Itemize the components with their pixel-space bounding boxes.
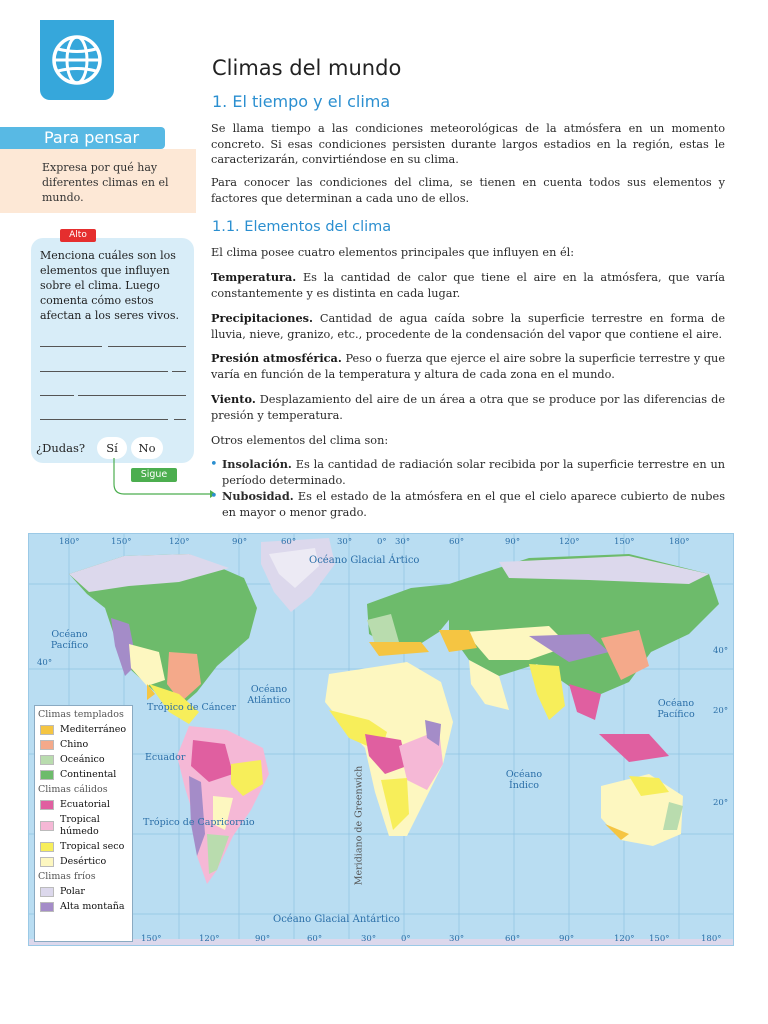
para-pensar-header	[0, 127, 165, 149]
legend-item-alta-montana	[40, 901, 129, 913]
paragraph-tiempo: Se llama tiempo a las condiciones meteorológicas de la atmósfera en un momento concreto. Si esas condiciones persisten durante largos estadios en la región, estas le caracterizarán, convirtiéndose en su clima.	[211, 122, 725, 166]
legend-item-ecuatorial	[40, 799, 129, 811]
item-precipitaciones	[211, 311, 725, 342]
map-legend	[34, 705, 133, 942]
legend-swatch	[40, 770, 54, 780]
term-presion: Presión atmosférica.	[211, 351, 342, 365]
bullet-insolacion	[210, 457, 725, 488]
paragraph-intro-elementos: El clima posee cuatro elementos principales que influyen en él:	[211, 246, 575, 259]
globe-icon	[51, 34, 103, 86]
degree-label: 180°	[669, 537, 690, 547]
degree-label: 90°	[232, 537, 248, 547]
page-title: Climas del mundo	[212, 56, 402, 80]
degree-label: 180°	[59, 537, 80, 547]
alto-prompt: Menciona cuáles son los elementos que influyen sobre el clima. Luego comenta cómo estos afectan a los seres vivos.	[40, 249, 179, 322]
legend-swatch	[40, 842, 54, 852]
degree-label: 120°	[614, 934, 635, 944]
answer-line[interactable]	[40, 346, 102, 347]
ocean-label-artico: Océano Glacial Ártico	[309, 555, 420, 566]
degree-label: 120°	[199, 934, 220, 944]
legend-item-tropical-humedo	[40, 814, 129, 838]
map-graphic	[29, 534, 734, 946]
def-presion: Peso o fuerza que ejerce el aire sobre la superficie terrestre y que varía en función de la temperatura y altura de cada zona en el mundo.	[211, 352, 726, 381]
legend-swatch	[40, 755, 54, 765]
degree-label: 120°	[169, 537, 190, 547]
bullet-nubosidad	[210, 489, 725, 520]
legend-swatch	[40, 857, 54, 867]
legend-group-frios: Climas fríos	[38, 871, 96, 882]
legend-item-mediterraneo	[40, 724, 129, 736]
para-pensar-title: Para pensar	[44, 128, 140, 147]
answer-line[interactable]	[172, 371, 186, 372]
greenwich-label: Meridiano de Greenwich	[353, 765, 365, 886]
term-nubosidad: Nubosidad.	[222, 489, 294, 503]
paragraph-condiciones: Para conocer las condiciones del clima, se tienen en cuenta todos sus elementos y factores que determinan a cada uno de ellos.	[211, 176, 725, 205]
legend-swatch	[40, 725, 54, 735]
answer-line[interactable]	[40, 419, 168, 420]
legend-label: Chino	[60, 739, 89, 750]
term-insolacion: Insolación.	[222, 457, 292, 471]
legend-swatch	[40, 740, 54, 750]
def-nubosidad: Es el estado de la atmósfera en el que el cielo aparece cubierto de nubes en mayor o menor grado.	[222, 490, 726, 519]
legend-swatch	[40, 800, 54, 810]
legend-swatch	[40, 821, 54, 831]
para-pensar-text: Expresa por qué hay diferentes climas en el mundo.	[42, 161, 169, 204]
latitude-label: 40°	[713, 646, 729, 656]
term-temperatura: Temperatura.	[211, 270, 297, 284]
degree-label: 90°	[255, 934, 271, 944]
legend-label: Continental	[60, 769, 117, 780]
degree-label: 30°	[361, 934, 377, 944]
degree-label: 150°	[111, 537, 132, 547]
degree-label: 150°	[614, 537, 635, 547]
def-viento: Desplazamiento del aire de un área a otra que se produce por las diferencias de presión y temperatura.	[211, 393, 725, 422]
globe-badge	[40, 20, 114, 100]
degree-label: 60°	[281, 537, 297, 547]
degree-label: 60°	[449, 537, 465, 547]
paragraph-otros: Otros elementos del clima son:	[211, 434, 389, 447]
tropic-cancer-label: Trópico de Cáncer	[147, 702, 237, 713]
legend-label: Alta montaña	[60, 901, 125, 912]
sigue-connector	[108, 458, 218, 508]
answer-line[interactable]	[40, 371, 168, 372]
term-precipitaciones: Precipitaciones.	[211, 311, 313, 325]
legend-swatch	[40, 902, 54, 912]
sigue-button[interactable]: Sigue	[131, 468, 177, 482]
no-button[interactable]: No	[131, 437, 163, 459]
legend-item-desertico	[40, 856, 129, 868]
dudas-label: ¿Dudas?	[36, 441, 86, 455]
latitude-label: 40°	[37, 658, 53, 668]
degree-label: 60°	[505, 934, 521, 944]
degree-label: 180°	[701, 934, 722, 944]
legend-label: Ecuatorial	[60, 799, 110, 810]
section-1-1-heading: 1.1. Elementos del clima	[212, 219, 392, 235]
answer-line[interactable]	[40, 395, 74, 396]
legend-item-oceanico	[40, 754, 129, 766]
degree-label: 0°	[401, 934, 411, 944]
term-viento: Viento.	[211, 392, 256, 406]
latitude-label: 20°	[713, 798, 729, 808]
answer-line[interactable]	[78, 395, 186, 396]
legend-swatch	[40, 887, 54, 897]
world-climate-map	[28, 533, 734, 946]
degree-label: 30°	[395, 537, 411, 547]
ocean-label-atlantico: Océano Atlántico	[247, 684, 291, 706]
ocean-label-indico: Océano Índico	[505, 769, 543, 791]
alto-tag: Alto	[60, 229, 96, 242]
legend-label: Desértico	[60, 856, 107, 867]
ocean-label-pacifico-west: Océano Pacífico	[50, 629, 89, 651]
item-temperatura	[211, 270, 725, 301]
equator-label: Ecuador	[145, 752, 186, 763]
ocean-label-antartico: Océano Glacial Antártico	[273, 914, 400, 925]
def-temperatura: Es la cantidad de calor que tiene el aire en la atmósfera, que varía constantemente y es distinta en cada lugar.	[211, 271, 725, 300]
degree-label: 30°	[337, 537, 353, 547]
item-presion	[211, 351, 725, 382]
degree-label: 60°	[307, 934, 323, 944]
section-1-heading: 1. El tiempo y el clima	[212, 92, 391, 111]
legend-item-polar	[40, 886, 129, 898]
latitude-label: 20°	[713, 706, 729, 716]
legend-label: Oceánico	[60, 754, 105, 765]
def-precipitaciones: Cantidad de agua caída sobre la superficie terrestre en forma de lluvia, nieve, granizo, etc., procedente de la condensación del vapor que contiene el aire.	[211, 312, 726, 341]
legend-group-templados: Climas templados	[38, 709, 124, 720]
degree-label: 90°	[559, 934, 575, 944]
degree-label: 90°	[505, 537, 521, 547]
degree-label: 150°	[649, 934, 670, 944]
degree-label: 0°	[377, 537, 387, 547]
answer-line[interactable]	[108, 346, 186, 347]
answer-line[interactable]	[174, 419, 186, 420]
si-button[interactable]: Sí	[97, 437, 127, 459]
legend-item-chino	[40, 739, 129, 751]
legend-item-continental	[40, 769, 129, 781]
legend-label: Mediterráneo	[60, 724, 127, 735]
degree-label: 150°	[141, 934, 162, 944]
legend-label: Tropical seco	[60, 841, 125, 852]
degree-label: 30°	[449, 934, 465, 944]
legend-item-tropical-seco	[40, 841, 129, 853]
legend-group-calidos: Climas cálidos	[38, 784, 108, 795]
degree-label: 120°	[559, 537, 580, 547]
ocean-label-pacifico-east: Océano Pacífico	[657, 698, 695, 720]
legend-label: Tropical húmedo	[60, 814, 100, 837]
item-viento	[211, 392, 725, 423]
tropic-capricorn-label: Trópico de Capricornio	[143, 817, 255, 828]
legend-label: Polar	[60, 886, 85, 897]
def-insolacion: Es la cantidad de radiación solar recibida por la superficie terrestre en un período determinado.	[222, 458, 726, 487]
